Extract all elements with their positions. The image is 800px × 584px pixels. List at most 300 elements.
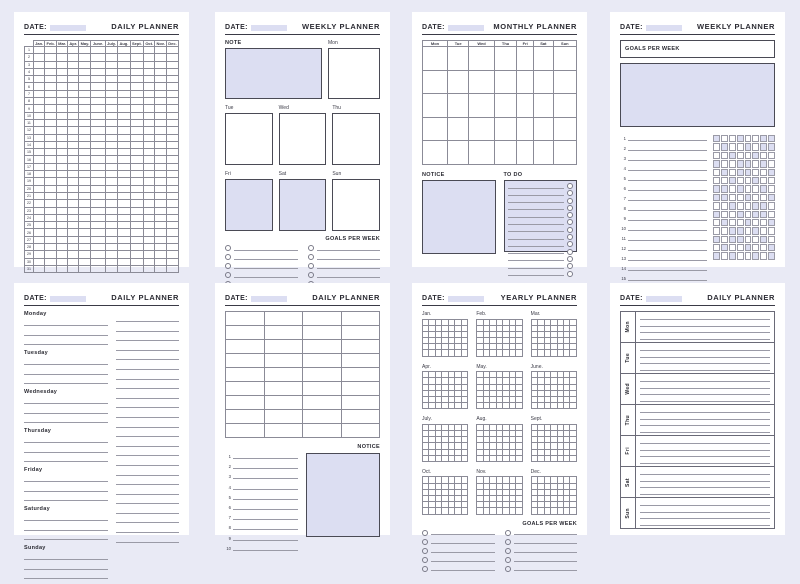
matrix-row[interactable] xyxy=(25,171,179,178)
matrix-cell[interactable] xyxy=(118,112,130,119)
matrix-cell[interactable] xyxy=(68,229,79,236)
table-cell[interactable] xyxy=(226,368,265,382)
matrix-cell[interactable] xyxy=(91,127,105,134)
matrix-cell[interactable] xyxy=(56,222,67,229)
matrix-cell[interactable] xyxy=(45,141,57,148)
calendar-day-cell[interactable] xyxy=(534,47,554,71)
write-line[interactable] xyxy=(234,273,298,278)
write-line[interactable] xyxy=(233,514,298,520)
write-line[interactable] xyxy=(233,494,298,500)
matrix-cell[interactable] xyxy=(167,229,179,236)
matrix-cell[interactable] xyxy=(34,141,45,148)
checkbox-circle-icon[interactable] xyxy=(567,249,573,255)
note-write-line[interactable] xyxy=(116,478,179,485)
matrix-cell[interactable] xyxy=(155,61,167,68)
matrix-cell[interactable] xyxy=(34,236,45,243)
matrix-cell[interactable] xyxy=(105,222,117,229)
matrix-cell[interactable] xyxy=(144,105,155,112)
matrix-cell[interactable] xyxy=(105,105,117,112)
matrix-cell[interactable] xyxy=(79,200,91,207)
month-day-cell[interactable] xyxy=(516,350,523,356)
matrix-cell[interactable] xyxy=(34,214,45,221)
matrix-cell[interactable] xyxy=(56,244,67,251)
write-line[interactable] xyxy=(628,195,707,201)
write-line[interactable] xyxy=(233,463,298,469)
write-line[interactable] xyxy=(317,264,381,269)
matrix-cell[interactable] xyxy=(45,178,57,185)
habit-square[interactable] xyxy=(745,211,752,218)
table-row[interactable] xyxy=(226,382,380,396)
habit-square[interactable] xyxy=(729,185,736,192)
habit-square[interactable] xyxy=(760,169,767,176)
write-line[interactable] xyxy=(514,557,578,562)
month-mini-grid[interactable] xyxy=(422,424,468,462)
habit-square[interactable] xyxy=(737,219,744,226)
matrix-row[interactable] xyxy=(25,265,179,272)
matrix-cell[interactable] xyxy=(105,119,117,126)
matrix-cell[interactable] xyxy=(34,98,45,105)
goal-line-item[interactable] xyxy=(505,530,578,536)
table-cell[interactable] xyxy=(303,340,342,354)
calendar-day-cell[interactable] xyxy=(494,94,517,118)
matrix-cell[interactable] xyxy=(91,68,105,75)
matrix-cell[interactable] xyxy=(34,258,45,265)
write-line[interactable] xyxy=(640,327,770,333)
numbered-line-item[interactable] xyxy=(620,185,707,191)
calendar-day-cell[interactable] xyxy=(469,141,494,165)
habit-square[interactable] xyxy=(721,135,728,142)
habit-square[interactable] xyxy=(760,185,767,192)
month-week-row[interactable] xyxy=(531,403,576,409)
todo-item[interactable] xyxy=(508,219,574,225)
matrix-cell[interactable] xyxy=(105,265,117,272)
matrix-cell[interactable] xyxy=(45,127,57,134)
matrix-cell[interactable] xyxy=(130,229,144,236)
todo-item[interactable] xyxy=(508,263,574,269)
matrix-cell[interactable] xyxy=(155,244,167,251)
matrix-cell[interactable] xyxy=(155,251,167,258)
write-line[interactable] xyxy=(628,165,707,171)
note-area[interactable] xyxy=(225,48,322,99)
checkbox-circle-icon[interactable] xyxy=(308,254,314,260)
table-cell[interactable] xyxy=(226,326,265,340)
matrix-cell[interactable] xyxy=(56,134,67,141)
habit-square[interactable] xyxy=(713,194,720,201)
date-input-fill[interactable] xyxy=(251,25,287,31)
matrix-cell[interactable] xyxy=(105,68,117,75)
note-write-line[interactable] xyxy=(116,488,179,495)
month-day-cell[interactable] xyxy=(570,350,577,356)
calendar-day-cell[interactable] xyxy=(469,47,494,71)
matrix-cell[interactable] xyxy=(144,185,155,192)
habit-square[interactable] xyxy=(729,143,736,150)
todo-item[interactable] xyxy=(508,256,574,262)
matrix-cell[interactable] xyxy=(79,251,91,258)
matrix-cell[interactable] xyxy=(79,112,91,119)
matrix-cell[interactable] xyxy=(91,185,105,192)
table-cell[interactable] xyxy=(303,354,342,368)
matrix-cell[interactable] xyxy=(167,207,179,214)
matrix-cell[interactable] xyxy=(34,61,45,68)
write-line[interactable] xyxy=(640,438,770,444)
note-write-line[interactable] xyxy=(116,526,179,533)
matrix-cell[interactable] xyxy=(155,222,167,229)
matrix-cell[interactable] xyxy=(68,134,79,141)
calendar-day-cell[interactable] xyxy=(423,141,448,165)
matrix-cell[interactable] xyxy=(45,83,57,90)
write-line[interactable] xyxy=(640,489,770,495)
month-mini-grid[interactable] xyxy=(422,476,468,514)
matrix-row[interactable] xyxy=(25,258,179,265)
matrix-cell[interactable] xyxy=(118,214,130,221)
goal-line-item[interactable] xyxy=(505,548,578,554)
matrix-cell[interactable] xyxy=(91,222,105,229)
habit-square[interactable] xyxy=(768,211,775,218)
matrix-cell[interactable] xyxy=(155,236,167,243)
habit-square[interactable] xyxy=(752,177,759,184)
month-week-row[interactable] xyxy=(531,350,576,356)
matrix-cell[interactable] xyxy=(144,156,155,163)
matrix-cell[interactable] xyxy=(34,229,45,236)
matrix-cell[interactable] xyxy=(155,47,167,54)
matrix-cell[interactable] xyxy=(105,54,117,61)
matrix-cell[interactable] xyxy=(91,214,105,221)
month-day-cell[interactable] xyxy=(570,455,577,461)
table-cell[interactable] xyxy=(341,368,380,382)
habit-square[interactable] xyxy=(721,143,728,150)
note-write-line[interactable] xyxy=(116,382,179,389)
matrix-cell[interactable] xyxy=(91,265,105,272)
matrix-cell[interactable] xyxy=(91,54,105,61)
habit-square[interactable] xyxy=(729,202,736,209)
note-write-line[interactable] xyxy=(116,449,179,456)
matrix-row[interactable] xyxy=(25,163,179,170)
matrix-row[interactable] xyxy=(25,229,179,236)
matrix-cell[interactable] xyxy=(91,171,105,178)
matrix-cell[interactable] xyxy=(105,76,117,83)
habit-square[interactable] xyxy=(721,252,728,259)
habit-square[interactable] xyxy=(737,152,744,159)
matrix-cell[interactable] xyxy=(118,156,130,163)
matrix-cell[interactable] xyxy=(45,98,57,105)
matrix-cell[interactable] xyxy=(130,83,144,90)
habit-square[interactable] xyxy=(713,169,720,176)
date-field[interactable] xyxy=(620,24,682,31)
write-line[interactable] xyxy=(628,245,707,251)
matrix-cell[interactable] xyxy=(167,127,179,134)
numbered-line-item[interactable] xyxy=(620,205,707,211)
matrix-cell[interactable] xyxy=(79,178,91,185)
matrix-cell[interactable] xyxy=(167,236,179,243)
matrix-cell[interactable] xyxy=(45,163,57,170)
todo-item[interactable] xyxy=(508,212,574,218)
calendar-day-cell[interactable] xyxy=(534,70,554,94)
matrix-cell[interactable] xyxy=(130,76,144,83)
matrix-cell[interactable] xyxy=(118,134,130,141)
checkbox-circle-icon[interactable] xyxy=(567,198,573,204)
matrix-cell[interactable] xyxy=(34,90,45,97)
habit-square[interactable] xyxy=(721,219,728,226)
matrix-cell[interactable] xyxy=(34,68,45,75)
note-write-line[interactable] xyxy=(116,401,179,408)
month-mini-grid[interactable] xyxy=(476,371,522,409)
numbered-line-item[interactable] xyxy=(225,484,298,490)
matrix-cell[interactable] xyxy=(167,185,179,192)
weekday-write-area[interactable] xyxy=(636,374,774,404)
matrix-cell[interactable] xyxy=(118,229,130,236)
matrix-cell[interactable] xyxy=(167,83,179,90)
checkbox-circle-icon[interactable] xyxy=(225,263,231,269)
habit-square[interactable] xyxy=(752,227,759,234)
matrix-row[interactable] xyxy=(25,156,179,163)
habit-square[interactable] xyxy=(713,227,720,234)
habit-square[interactable] xyxy=(768,185,775,192)
month-day-matrix[interactable] xyxy=(24,40,179,273)
matrix-cell[interactable] xyxy=(144,258,155,265)
write-line[interactable] xyxy=(24,514,108,521)
table-cell[interactable] xyxy=(341,340,380,354)
matrix-cell[interactable] xyxy=(56,47,67,54)
matrix-cell[interactable] xyxy=(167,192,179,199)
write-line[interactable] xyxy=(628,185,707,191)
matrix-cell[interactable] xyxy=(45,171,57,178)
note-write-line[interactable] xyxy=(116,325,179,332)
write-line[interactable] xyxy=(640,334,770,340)
matrix-cell[interactable] xyxy=(79,141,91,148)
matrix-cell[interactable] xyxy=(167,222,179,229)
numbered-line-item[interactable] xyxy=(225,545,298,551)
matrix-cell[interactable] xyxy=(68,141,79,148)
matrix-cell[interactable] xyxy=(79,163,91,170)
matrix-cell[interactable] xyxy=(45,90,57,97)
habit-square[interactable] xyxy=(721,185,728,192)
note-write-line[interactable] xyxy=(116,315,179,322)
calendar-day-cell[interactable] xyxy=(423,47,448,71)
habit-square[interactable] xyxy=(752,185,759,192)
habit-square[interactable] xyxy=(745,177,752,184)
matrix-cell[interactable] xyxy=(144,61,155,68)
habit-square[interactable] xyxy=(729,227,736,234)
month-day-cell[interactable] xyxy=(461,403,468,409)
matrix-cell[interactable] xyxy=(130,156,144,163)
matrix-cell[interactable] xyxy=(118,244,130,251)
matrix-cell[interactable] xyxy=(118,54,130,61)
matrix-cell[interactable] xyxy=(118,83,130,90)
todo-item[interactable] xyxy=(508,271,574,277)
matrix-cell[interactable] xyxy=(45,229,57,236)
habit-square[interactable] xyxy=(737,236,744,243)
habit-square[interactable] xyxy=(768,194,775,201)
write-line[interactable] xyxy=(24,368,108,375)
matrix-row[interactable] xyxy=(25,61,179,68)
matrix-cell[interactable] xyxy=(118,200,130,207)
checkbox-circle-icon[interactable] xyxy=(308,245,314,251)
calendar-week-row[interactable] xyxy=(423,141,577,165)
date-field[interactable] xyxy=(225,24,287,31)
numbered-line-item[interactable] xyxy=(225,463,298,469)
habit-square[interactable] xyxy=(729,252,736,259)
calendar-day-cell[interactable] xyxy=(469,117,494,141)
matrix-cell[interactable] xyxy=(45,236,57,243)
calendar-day-cell[interactable] xyxy=(517,141,534,165)
date-field[interactable] xyxy=(24,24,86,31)
matrix-cell[interactable] xyxy=(79,222,91,229)
matrix-cell[interactable] xyxy=(91,76,105,83)
write-line[interactable] xyxy=(508,271,565,276)
matrix-cell[interactable] xyxy=(34,200,45,207)
numbered-line-item[interactable] xyxy=(620,155,707,161)
matrix-cell[interactable] xyxy=(118,76,130,83)
note-write-line[interactable] xyxy=(116,353,179,360)
habit-square[interactable] xyxy=(737,202,744,209)
matrix-cell[interactable] xyxy=(45,47,57,54)
matrix-cell[interactable] xyxy=(34,163,45,170)
habit-square[interactable] xyxy=(713,160,720,167)
write-line[interactable] xyxy=(24,524,108,531)
matrix-cell[interactable] xyxy=(167,61,179,68)
habit-square[interactable] xyxy=(752,160,759,167)
habit-square[interactable] xyxy=(760,202,767,209)
habit-square[interactable] xyxy=(752,152,759,159)
matrix-cell[interactable] xyxy=(105,141,117,148)
habit-square[interactable] xyxy=(760,219,767,226)
matrix-cell[interactable] xyxy=(155,54,167,61)
matrix-cell[interactable] xyxy=(91,134,105,141)
matrix-cell[interactable] xyxy=(105,214,117,221)
habit-square[interactable] xyxy=(745,202,752,209)
numbered-line-item[interactable] xyxy=(225,514,298,520)
matrix-cell[interactable] xyxy=(91,112,105,119)
matrix-cell[interactable] xyxy=(118,149,130,156)
matrix-cell[interactable] xyxy=(118,105,130,112)
matrix-cell[interactable] xyxy=(56,214,67,221)
goal-line-item[interactable] xyxy=(308,263,381,269)
month-week-row[interactable] xyxy=(423,350,468,356)
matrix-cell[interactable] xyxy=(167,105,179,112)
month-mini-grid[interactable] xyxy=(476,424,522,462)
matrix-cell[interactable] xyxy=(91,251,105,258)
matrix-cell[interactable] xyxy=(56,98,67,105)
calendar-day-cell[interactable] xyxy=(494,70,517,94)
numbered-line-item[interactable] xyxy=(225,453,298,459)
matrix-cell[interactable] xyxy=(34,171,45,178)
matrix-cell[interactable] xyxy=(68,90,79,97)
matrix-cell[interactable] xyxy=(155,76,167,83)
goal-line-item[interactable] xyxy=(308,245,381,251)
matrix-cell[interactable] xyxy=(68,200,79,207)
checkbox-circle-icon[interactable] xyxy=(422,530,428,536)
matrix-cell[interactable] xyxy=(105,47,117,54)
month-week-row[interactable] xyxy=(477,508,522,514)
matrix-cell[interactable] xyxy=(105,251,117,258)
matrix-cell[interactable] xyxy=(167,178,179,185)
matrix-cell[interactable] xyxy=(144,76,155,83)
matrix-cell[interactable] xyxy=(68,185,79,192)
month-day-cell[interactable] xyxy=(461,350,468,356)
matrix-cell[interactable] xyxy=(79,76,91,83)
matrix-cell[interactable] xyxy=(56,163,67,170)
numbered-line-item[interactable] xyxy=(620,165,707,171)
matrix-cell[interactable] xyxy=(68,265,79,272)
write-line[interactable] xyxy=(508,256,565,261)
write-line[interactable] xyxy=(233,535,298,541)
write-line[interactable] xyxy=(640,507,770,513)
calendar-day-cell[interactable] xyxy=(448,47,469,71)
numbered-line-item[interactable] xyxy=(225,524,298,530)
month-day-cell[interactable] xyxy=(461,455,468,461)
write-line[interactable] xyxy=(508,205,565,210)
month-mini-grid[interactable] xyxy=(531,424,577,462)
table-cell[interactable] xyxy=(303,396,342,410)
month-week-row[interactable] xyxy=(423,455,468,461)
habit-square[interactable] xyxy=(721,244,728,251)
matrix-cell[interactable] xyxy=(105,178,117,185)
habit-square[interactable] xyxy=(752,244,759,251)
matrix-cell[interactable] xyxy=(167,171,179,178)
write-line[interactable] xyxy=(628,205,707,211)
calendar-week-row[interactable] xyxy=(423,117,577,141)
matrix-cell[interactable] xyxy=(105,229,117,236)
habit-square[interactable] xyxy=(713,135,720,142)
checkbox-circle-icon[interactable] xyxy=(567,205,573,211)
habit-square[interactable] xyxy=(721,236,728,243)
matrix-cell[interactable] xyxy=(56,76,67,83)
todo-item[interactable] xyxy=(508,190,574,196)
matrix-cell[interactable] xyxy=(56,236,67,243)
write-line[interactable] xyxy=(24,563,108,570)
table-cell[interactable] xyxy=(303,424,342,438)
matrix-cell[interactable] xyxy=(34,76,45,83)
matrix-cell[interactable] xyxy=(144,68,155,75)
matrix-cell[interactable] xyxy=(79,229,91,236)
write-line[interactable] xyxy=(640,345,770,351)
matrix-cell[interactable] xyxy=(56,207,67,214)
month-mini-grid[interactable] xyxy=(422,319,468,357)
matrix-row[interactable] xyxy=(25,127,179,134)
write-line[interactable] xyxy=(640,445,770,451)
matrix-cell[interactable] xyxy=(130,207,144,214)
matrix-cell[interactable] xyxy=(79,236,91,243)
goal-line-item[interactable] xyxy=(308,272,381,278)
calendar-day-cell[interactable] xyxy=(423,70,448,94)
todo-area[interactable] xyxy=(504,180,578,252)
write-line[interactable] xyxy=(628,145,707,151)
checkbox-circle-icon[interactable] xyxy=(567,219,573,225)
matrix-cell[interactable] xyxy=(56,229,67,236)
matrix-cell[interactable] xyxy=(144,127,155,134)
matrix-cell[interactable] xyxy=(155,98,167,105)
matrix-cell[interactable] xyxy=(68,68,79,75)
matrix-cell[interactable] xyxy=(118,236,130,243)
write-line[interactable] xyxy=(640,476,770,482)
matrix-cell[interactable] xyxy=(130,105,144,112)
day-box-wed[interactable] xyxy=(279,113,327,165)
weekday-write-area[interactable] xyxy=(636,498,774,528)
matrix-cell[interactable] xyxy=(130,258,144,265)
matrix-cell[interactable] xyxy=(79,258,91,265)
table-cell[interactable] xyxy=(341,410,380,424)
habit-square[interactable] xyxy=(760,244,767,251)
matrix-cell[interactable] xyxy=(167,265,179,272)
table-cell[interactable] xyxy=(341,382,380,396)
month-day-cell[interactable] xyxy=(516,508,523,514)
checkbox-circle-icon[interactable] xyxy=(505,557,511,563)
matrix-cell[interactable] xyxy=(34,105,45,112)
matrix-cell[interactable] xyxy=(91,149,105,156)
matrix-cell[interactable] xyxy=(144,119,155,126)
note-write-line[interactable] xyxy=(116,334,179,341)
matrix-cell[interactable] xyxy=(56,105,67,112)
